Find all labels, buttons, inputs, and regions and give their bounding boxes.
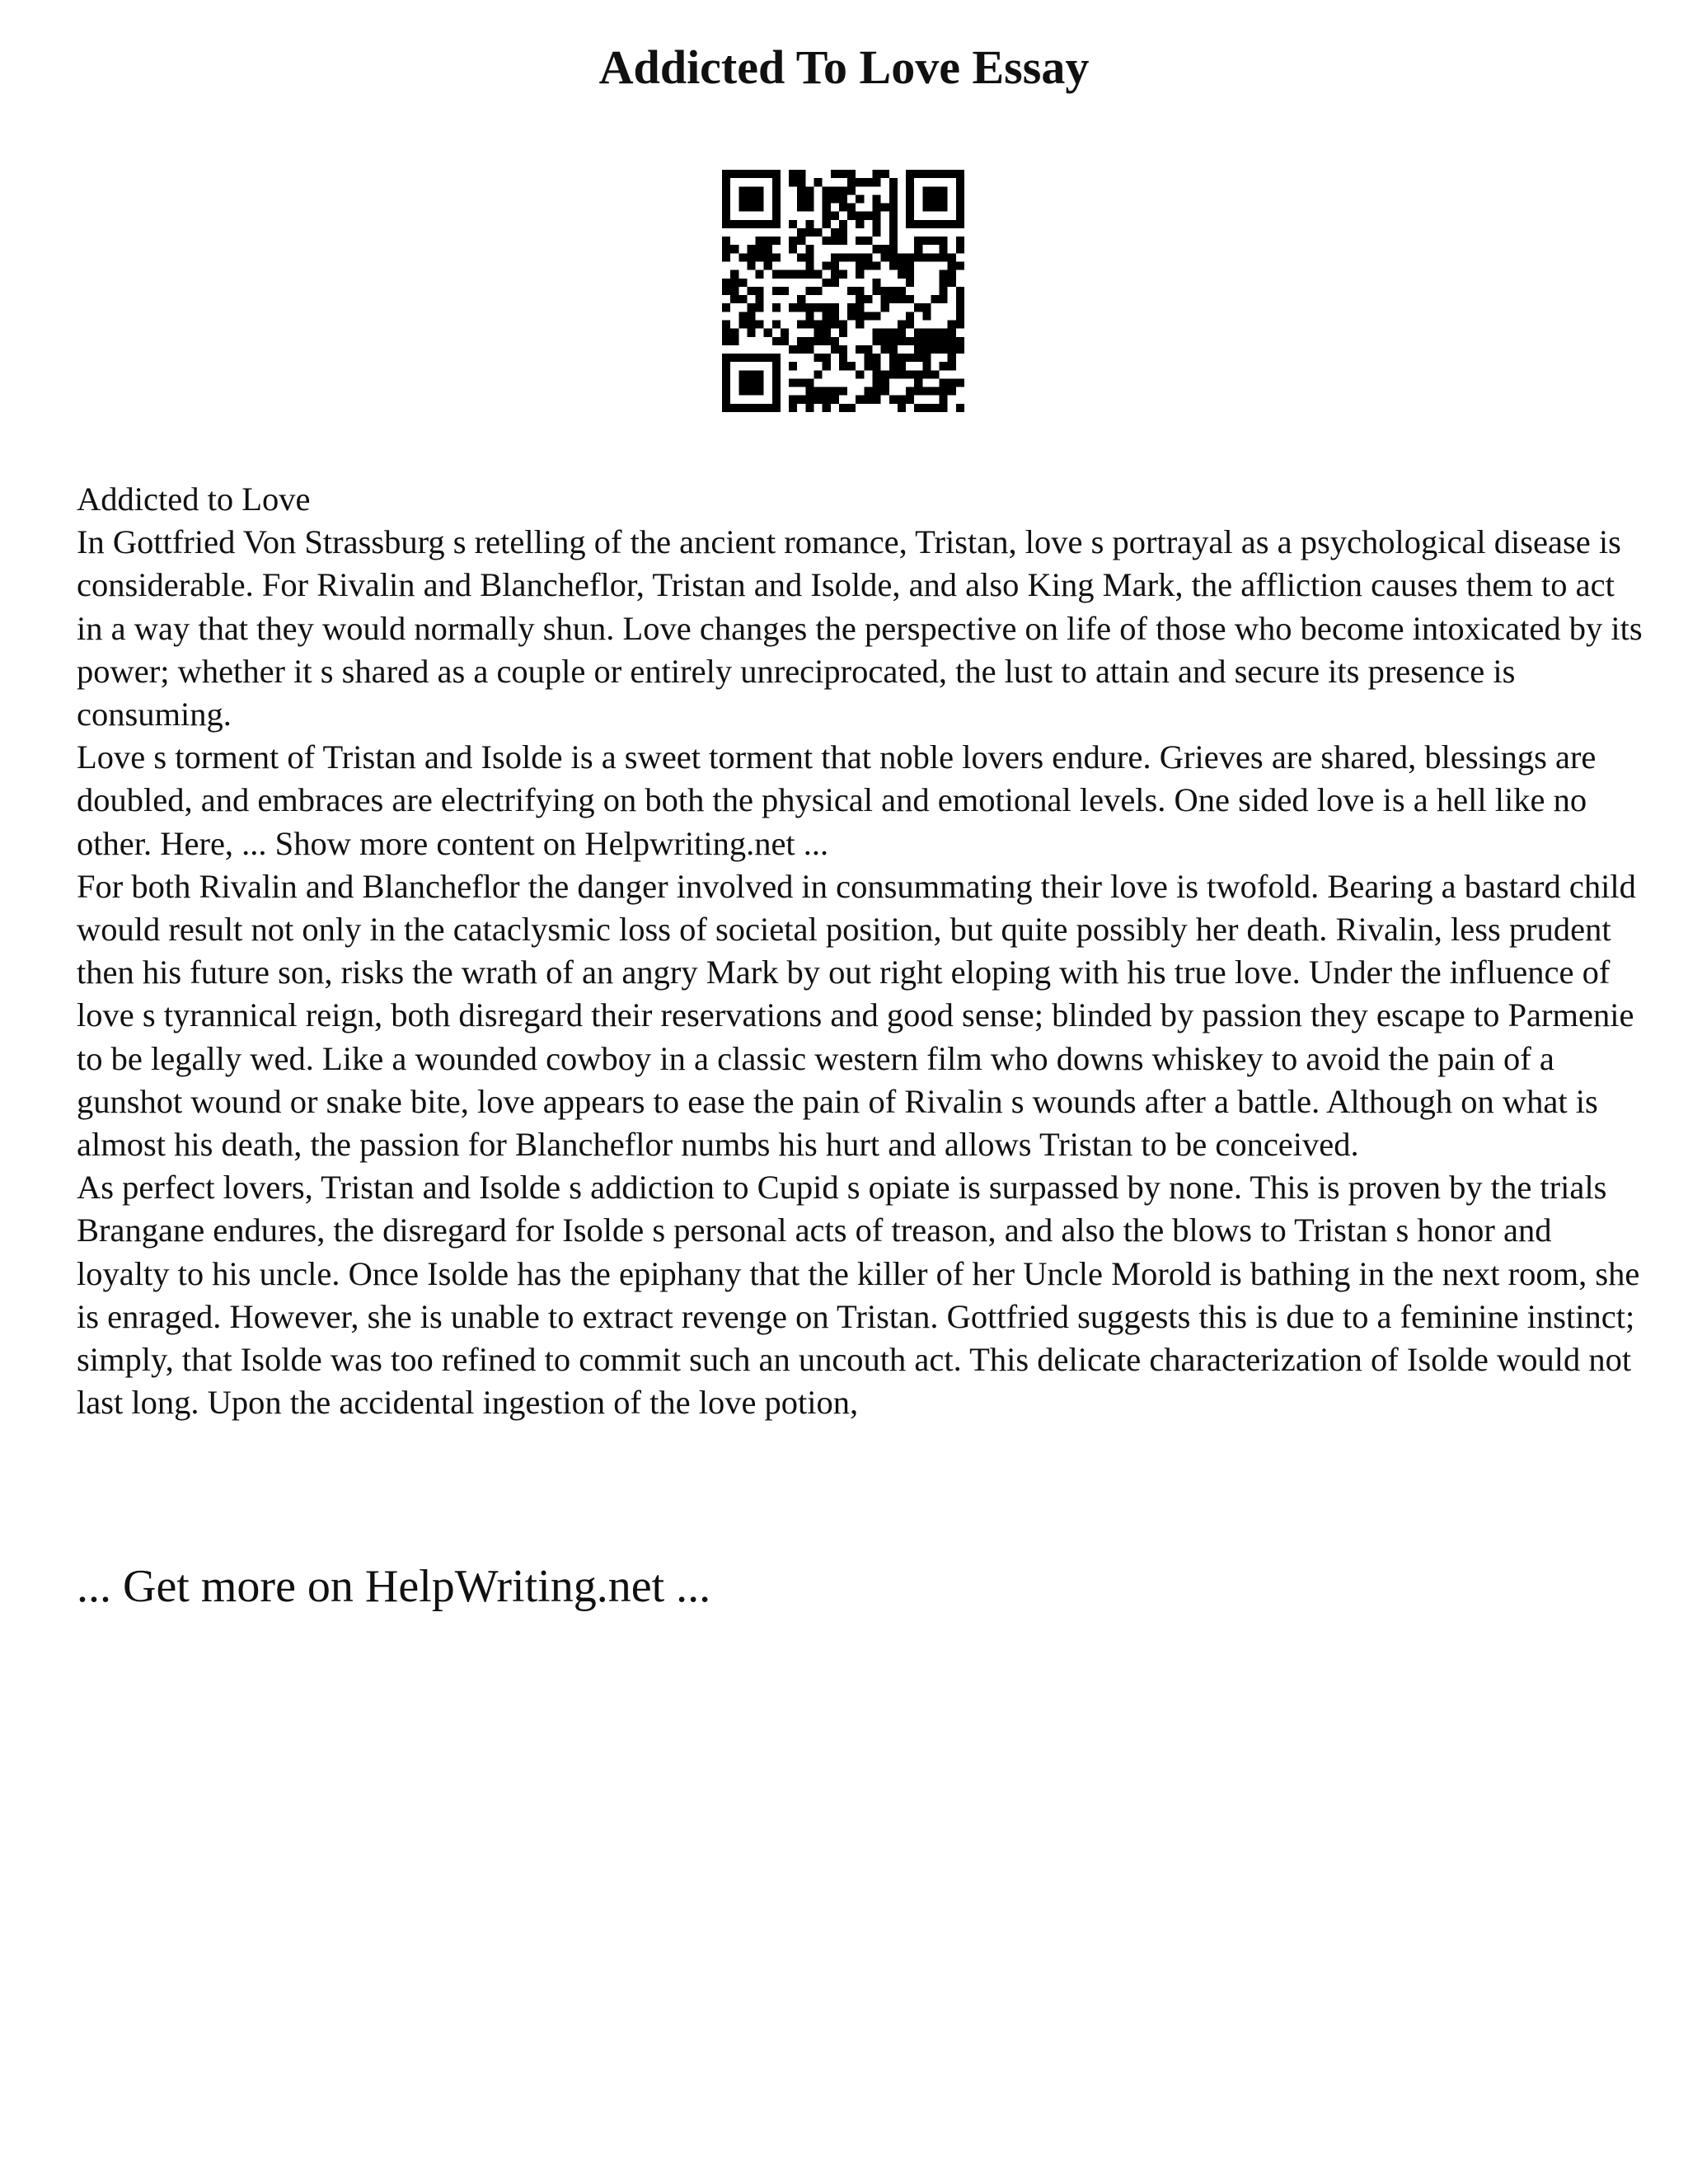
essay-paragraph: Love s torment of Tristan and Isolde is a sweet torment that noble lovers endure. Grieves are shared, blessings are doubled, and embraces are electrifying on both the physical and emotional levels. One sided love is a hell like no other. Here, ... Show more content on Helpwriting.net ... xyxy=(77,738,1597,862)
page-title: Addicted To Love Essay xyxy=(598,40,1090,94)
qr-code-icon xyxy=(722,170,964,412)
essay-paragraph: As perfect lovers, Tristan and Isolde s addiction to Cupid s opiate is surpassed by none. This is proven by the trials Brangane endures, the disregard for Isolde s personal acts of treason, and also the blows to Tristan s honor and loyalty to his uncle. Once Isolde has the epiphany that the killer of her Uncle Morold is bathing in the next room, she is enraged. However, she is unable to extract revenge on Tristan. Gottfried suggests this is due to a feminine instinct; simply, that Isolde was too refined to commit such an uncouth act. This delicate characterization of Isolde would not last long. Upon the accidental ingestion of the love potion, xyxy=(77,1169,1640,1422)
essay-heading: Addicted to Love xyxy=(77,480,311,518)
get-more-link[interactable]: ... Get more on HelpWriting.net ... xyxy=(77,1561,711,1612)
essay-paragraph: For both Rivalin and Blancheflor the danger involved in consummating their love is twofold. Bearing a bastard child would result not only in the cataclysmic loss of societal position, but quite possibly her death. Rivalin, less prudent then his future son, risks the wrath of an angry Mark by out right eloping with his true love. Under the influence of love s tyrannical reign, both disregard their reservations and good sense; blinded by passion they escape to Parmenie to be legally wed. Like a wounded cowboy in a classic western film who downs whiskey to avoid the pain of a gunshot wound or snake bite, love appears to ease the pain of Rivalin s wounds after a battle. Although on what is almost his death, the passion for Blancheflor numbs his hurt and allows Tristan to be conceived. xyxy=(77,867,1636,1164)
essay-paragraph: In Gottfried Von Strassburg s retelling of the ancient romance, Tristan, love s portrayal as a psychological disease is considerable. For Rivalin and Blancheflor, Tristan and Isolde, and also King Mark, the affliction causes them to act in a way that they would normally shun. Love changes the perspective on life of those who become intoxicated by its power; whether it s shared as a couple or entirely unreciprocated, the lust to attain and secure its presence is consuming. xyxy=(77,523,1643,733)
essay-body xyxy=(77,478,1643,1424)
